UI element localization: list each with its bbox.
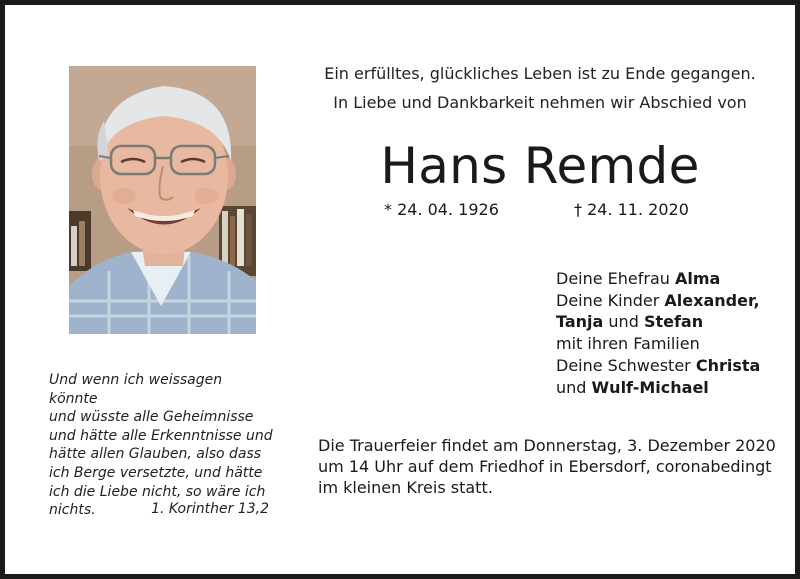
deceased-name: Hans Remde <box>380 137 700 195</box>
family-member-name: Tanja <box>556 312 604 332</box>
intro-line-2: In Liebe und Dankbarkeit nehmen wir Abschied von <box>333 93 747 112</box>
verse-line: und wüsste alle Geheimnisse <box>49 409 254 426</box>
portrait-photo <box>69 66 256 334</box>
funeral-notice <box>318 435 778 498</box>
family-member-name: Alma <box>675 269 721 288</box>
family-line-children-2 <box>556 311 760 333</box>
birth-date: * 24. 04. 1926 <box>384 200 499 219</box>
family-member-name: Christa <box>695 355 761 375</box>
family-line-text: und <box>603 312 644 332</box>
family-line-wife <box>556 268 760 290</box>
family-line-text: Deine Schwester <box>556 355 696 375</box>
verse-line: und hätte alle Erkenntnisse und <box>49 427 273 444</box>
portrait-photo-image <box>69 66 256 334</box>
verse-line: ich die Liebe nicht, so wäre ich <box>49 483 266 500</box>
family-member-name: Stefan <box>643 312 704 332</box>
bible-verse <box>49 371 274 520</box>
funeral-notice-line: im kleinen Kreis statt. <box>318 478 493 497</box>
funeral-notice-line: um 14 Uhr auf dem Friedhof in Ebersdorf, coronabedingt <box>318 457 772 476</box>
family-line-text: und <box>556 377 592 397</box>
verse-reference: 1. Korinther 13,2 <box>151 501 269 517</box>
funeral-notice-line: Die Trauerfeier findet am Donnerstag, 3. Dezember 2020 <box>318 436 776 455</box>
family-member-name: Wulf-Michael <box>591 377 709 397</box>
verse-line: ich Berge versetzte, und hätte <box>49 464 263 481</box>
verse-line: nichts. <box>49 502 96 519</box>
death-date: † 24. 11. 2020 <box>574 200 689 219</box>
family-line-text: Deine Ehefrau <box>556 269 676 288</box>
family-member-name: Alexander, <box>664 290 760 310</box>
family-list <box>556 268 760 398</box>
family-line-families: mit ihren Familien <box>556 334 700 354</box>
family-line-text: Deine Kinder <box>556 290 665 310</box>
obituary-card <box>5 5 795 574</box>
family-line-brother-in-law <box>556 377 760 399</box>
family-line-sister <box>556 355 760 377</box>
intro-line-1: Ein erfülltes, glückliches Leben ist zu Ende gegangen. <box>324 64 756 83</box>
verse-line: hätte allen Glauben, also dass <box>49 446 262 463</box>
verse-line: Und wenn ich weissagen könnte <box>49 372 223 407</box>
family-line-children <box>556 290 760 312</box>
